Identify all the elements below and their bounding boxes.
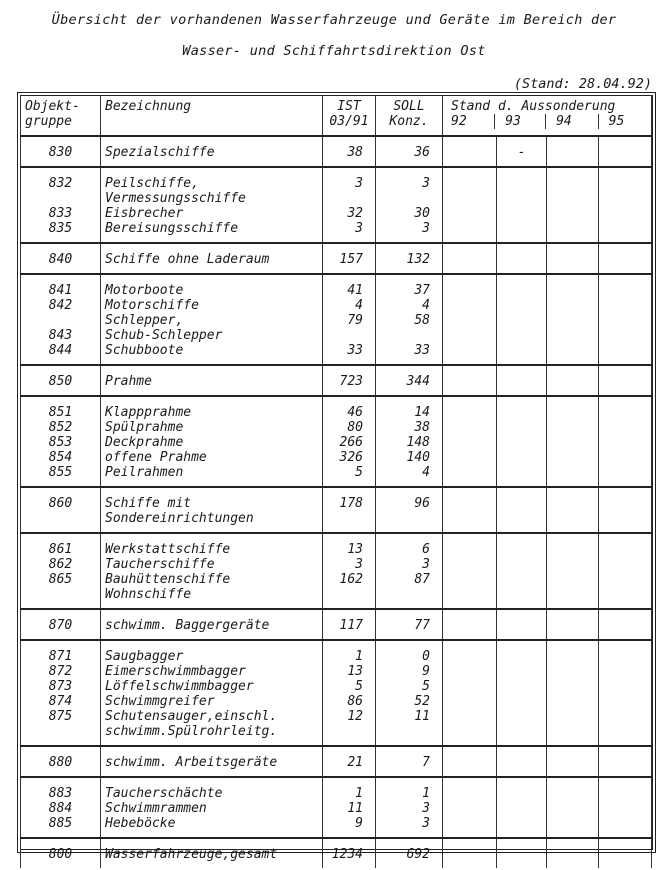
item-code: 842 (48, 298, 73, 313)
stand-year-cell (599, 842, 652, 868)
header-year-95: 95 (598, 114, 651, 129)
item-ist (323, 171, 376, 243)
header-year-94: 94 (545, 114, 598, 129)
stand-year-cell (497, 750, 547, 777)
stand-year-cell (599, 491, 652, 533)
item-name-line: Schwimmgreifer (105, 694, 215, 709)
item-name-line: Klappprahme (105, 405, 192, 420)
stand-year-cell (547, 140, 599, 167)
item-ist-value: 3 (355, 176, 363, 191)
header-objektgruppe: Objekt- gruppe (21, 95, 101, 136)
item-code: 871 (48, 649, 73, 664)
item-code: 873 (48, 679, 73, 694)
item-ist (323, 644, 376, 746)
group-ist: 157 (323, 247, 376, 274)
item-soll-value: 11 (414, 709, 430, 724)
total-soll: 692 (376, 842, 443, 868)
group-name: Spezialschiffe (101, 140, 323, 167)
group-row (21, 369, 652, 396)
item-code: 872 (48, 664, 73, 679)
total-name: Wasserfahrzeuge,gesamt (101, 842, 323, 868)
item-soll-value: 4 (422, 465, 430, 480)
stand-year-cell (497, 400, 547, 487)
item-codes (21, 644, 101, 746)
item-ist (323, 400, 376, 487)
item-names (101, 537, 323, 609)
stand-year-cell (599, 613, 652, 640)
stand-year-cell (497, 644, 547, 746)
item-name-line: offene Prahme (105, 450, 207, 465)
item-code: 844 (48, 343, 73, 358)
stand-year-cell (497, 278, 547, 365)
stand-year-cell (547, 369, 599, 396)
stand-year-cell (497, 171, 547, 243)
stand-year-cell (497, 613, 547, 640)
item-ist-value: 5 (355, 679, 363, 694)
document-title-line1: Übersicht der vorhandenen Wasserfahrzeuge und Geräte im Bereich der (51, 12, 617, 28)
item-ist (323, 537, 376, 609)
item-ist-value: 3 (355, 221, 363, 236)
item-soll-value: 5 (422, 679, 430, 694)
stand-year-cell (547, 750, 599, 777)
stand-year-cell (497, 369, 547, 396)
item-names (101, 278, 323, 365)
item-soll (376, 278, 443, 365)
item-ist-value: 86 (347, 694, 363, 709)
stand-year-cell (443, 247, 497, 274)
item-soll-value: 1 (422, 786, 430, 801)
total-row (21, 842, 652, 868)
header-year-92: 92 (451, 114, 467, 129)
item-ist-value: 13 (347, 542, 363, 557)
item-code: 884 (48, 801, 73, 816)
stand-year-cell (547, 171, 599, 243)
stand-year-cell (497, 247, 547, 274)
item-soll-value: 4 (422, 298, 430, 313)
item-name-line: Werkstattschiffe (105, 542, 231, 557)
item-soll (376, 537, 443, 609)
total-code: 800 (21, 842, 101, 868)
group-soll: 77 (376, 613, 443, 640)
item-code: 875 (48, 709, 73, 724)
item-ist-value: 46 (347, 405, 363, 420)
header-year-93: 93 (494, 114, 545, 129)
item-code: 885 (48, 816, 73, 831)
item-ist-value: 4 (355, 298, 363, 313)
stand-year-cell (443, 278, 497, 365)
item-ist-value: 326 (339, 450, 363, 465)
stand-year-cell (599, 247, 652, 274)
item-ist-value: 266 (339, 435, 363, 450)
group-name: schwimm. Baggergeräte (101, 613, 323, 640)
item-name-line: Schubboote (105, 343, 184, 358)
stand-year-cell (443, 781, 497, 838)
stand-year-cell (547, 278, 599, 365)
item-soll-value: 3 (422, 816, 430, 831)
item-code: 862 (48, 557, 73, 572)
item-ist-value: 1 (355, 786, 363, 801)
group-row (21, 491, 652, 533)
item-code: 865 (48, 572, 73, 587)
group-row (21, 613, 652, 640)
stand-year-cell (599, 369, 652, 396)
item-code: 835 (48, 221, 73, 236)
item-name-line: schwimm.Spülrohrleitg. (105, 724, 278, 739)
item-name-line: Schlepper, (105, 313, 184, 328)
item-ist-value: 5 (355, 465, 363, 480)
stand-year-cell (497, 842, 547, 868)
stand-year-cell (443, 400, 497, 487)
item-ist-value: 33 (347, 343, 363, 358)
group-row (21, 140, 652, 167)
item-name-line: Bauhüttenschiffe (105, 572, 231, 587)
group-ist: 117 (323, 613, 376, 640)
group-soll: 132 (376, 247, 443, 274)
inventory-table (20, 95, 652, 868)
item-code: 853 (48, 435, 73, 450)
item-code: 843 (48, 328, 73, 343)
stand-year-cell (547, 781, 599, 838)
document-title-line2: Wasser- und Schiffahrtsdirektion Ost (182, 43, 486, 59)
item-code: 851 (48, 405, 73, 420)
item-soll-value: 140 (406, 450, 430, 465)
item-soll-value: 3 (422, 221, 430, 236)
item-names (101, 644, 323, 746)
item-codes (21, 400, 101, 487)
group-ist: 723 (323, 369, 376, 396)
stand-year-cell (599, 278, 652, 365)
group-soll: 96 (376, 491, 443, 533)
item-soll-value: 58 (414, 313, 430, 328)
item-soll (376, 171, 443, 243)
item-ist-value: 41 (347, 283, 363, 298)
stand-year-cell (443, 613, 497, 640)
stand-year-cell (599, 400, 652, 487)
item-soll-value: 37 (414, 283, 430, 298)
item-name-line: Spülprahme (105, 420, 184, 435)
item-ist (323, 278, 376, 365)
stand-year-cell (599, 140, 652, 167)
group-code: 850 (21, 369, 101, 396)
stand-year-cell (599, 750, 652, 777)
item-ist-value: 13 (347, 664, 363, 679)
group-name: Prahme (101, 369, 323, 396)
stand-year-cell (547, 400, 599, 487)
item-code: 852 (48, 420, 73, 435)
item-name-line: Schub-Schlepper (105, 328, 223, 343)
item-code: 832 (48, 176, 73, 191)
item-name-line: Peilschiffe, (105, 176, 199, 191)
item-name-line: Löffelschwimmbagger (105, 679, 254, 694)
item-code: 854 (48, 450, 73, 465)
item-block (21, 400, 652, 487)
item-codes (21, 781, 101, 838)
stand-year-cell (497, 537, 547, 609)
item-name-line: Schwimmrammen (105, 801, 207, 816)
item-soll-value: 30 (414, 206, 430, 221)
item-soll (376, 644, 443, 746)
group-code: 860 (21, 491, 101, 533)
stand-year-cell (599, 537, 652, 609)
group-code: 840 (21, 247, 101, 274)
group-name: Schiffe mit Sondereinrichtungen (101, 491, 323, 533)
item-code: 833 (48, 206, 73, 221)
stand-year-cell (443, 369, 497, 396)
item-name-line: Taucherschächte (105, 786, 223, 801)
item-ist (323, 781, 376, 838)
item-soll-value: 52 (414, 694, 430, 709)
stand-year-cell (547, 247, 599, 274)
item-block (21, 781, 652, 838)
item-soll (376, 400, 443, 487)
group-name: schwimm. Arbeitsgeräte (101, 750, 323, 777)
item-code: 841 (48, 283, 73, 298)
pencil-mark: - (517, 145, 526, 160)
stand-year-cell (599, 781, 652, 838)
item-ist-value: 162 (339, 572, 363, 587)
group-soll: 344 (376, 369, 443, 396)
item-soll-value: 87 (414, 572, 430, 587)
item-soll-value: 3 (422, 176, 430, 191)
stand-year-cell (497, 491, 547, 533)
item-ist-value: 1 (355, 649, 363, 664)
item-ist-value: 80 (347, 420, 363, 435)
stand-year-cell (443, 171, 497, 243)
item-name-line: Vermessungsschiffe (105, 191, 246, 206)
header-ist: IST 03/91 (323, 95, 376, 136)
stand-year-cell (443, 750, 497, 777)
item-name-line: Hebeböcke (105, 816, 176, 831)
item-name-line: Wohnschiffe (105, 587, 192, 602)
stand-year-cell (599, 644, 652, 746)
group-soll: 36 (376, 140, 443, 167)
stand-year-cell (443, 842, 497, 868)
header-bezeichnung: Bezeichnung (101, 95, 323, 136)
item-code: 855 (48, 465, 73, 480)
group-name: Schiffe ohne Laderaum (101, 247, 323, 274)
item-name-line: Motorboote (105, 283, 184, 298)
item-name-line: Saugbagger (105, 649, 184, 664)
header-stand-aussonderung: Stand d. Aussonderung 92 93 94 95 (443, 95, 652, 136)
item-name-line: Eisbrecher (105, 206, 184, 221)
stand-year-cell (443, 537, 497, 609)
stand-date: (Stand: 28.04.92) (513, 76, 652, 92)
item-block (21, 644, 652, 746)
stand-year-cell (443, 644, 497, 746)
item-code: 861 (48, 542, 73, 557)
stand-year-cell (443, 140, 497, 167)
table-header-row (21, 95, 652, 136)
header-soll: SOLL Konz. (376, 95, 443, 136)
item-soll-value: 0 (422, 649, 430, 664)
group-code: 830 (21, 140, 101, 167)
item-soll-value: 148 (406, 435, 430, 450)
item-name-line: Bereisungsschiffe (105, 221, 239, 236)
item-soll (376, 781, 443, 838)
item-block (21, 278, 652, 365)
stand-year-cell (547, 842, 599, 868)
item-ist-value: 11 (347, 801, 363, 816)
item-names (101, 781, 323, 838)
stand-year-cell (547, 491, 599, 533)
item-name-line: Eimerschwimmbagger (105, 664, 246, 679)
item-name-line: Schutensauger,einschl. (105, 709, 278, 724)
item-soll-value: 33 (414, 343, 430, 358)
group-row (21, 750, 652, 777)
stand-year-cell (547, 537, 599, 609)
group-ist: 178 (323, 491, 376, 533)
group-row (21, 247, 652, 274)
item-codes (21, 537, 101, 609)
group-ist: 21 (323, 750, 376, 777)
item-ist-value: 9 (355, 816, 363, 831)
item-names (101, 171, 323, 243)
item-codes (21, 171, 101, 243)
item-codes (21, 278, 101, 365)
item-soll-value: 3 (422, 801, 430, 816)
item-block (21, 537, 652, 609)
item-soll-value: 38 (414, 420, 430, 435)
stand-year-cell (443, 491, 497, 533)
group-soll: 7 (376, 750, 443, 777)
item-soll-value: 14 (414, 405, 430, 420)
item-code: 883 (48, 786, 73, 801)
group-code: 870 (21, 613, 101, 640)
group-ist: 38 (323, 140, 376, 167)
item-name-line: Taucherschiffe (105, 557, 215, 572)
item-name-line: Deckprahme (105, 435, 184, 450)
stand-year-cell (497, 781, 547, 838)
group-code: 880 (21, 750, 101, 777)
stand-year-cell (547, 644, 599, 746)
stand-year-cell (599, 171, 652, 243)
item-code: 874 (48, 694, 73, 709)
item-soll-value: 3 (422, 557, 430, 572)
item-name-line: Peilrahmen (105, 465, 184, 480)
stand-year-cell (497, 140, 547, 167)
item-ist-value: 79 (347, 313, 363, 328)
item-ist-value: 12 (347, 709, 363, 724)
item-names (101, 400, 323, 487)
stand-year-cell (547, 613, 599, 640)
item-soll-value: 9 (422, 664, 430, 679)
item-soll-value: 6 (422, 542, 430, 557)
total-ist: 1234 (323, 842, 376, 868)
item-ist-value: 3 (355, 557, 363, 572)
item-ist-value: 32 (347, 206, 363, 221)
item-name-line: Motorschiffe (105, 298, 199, 313)
item-block (21, 171, 652, 243)
